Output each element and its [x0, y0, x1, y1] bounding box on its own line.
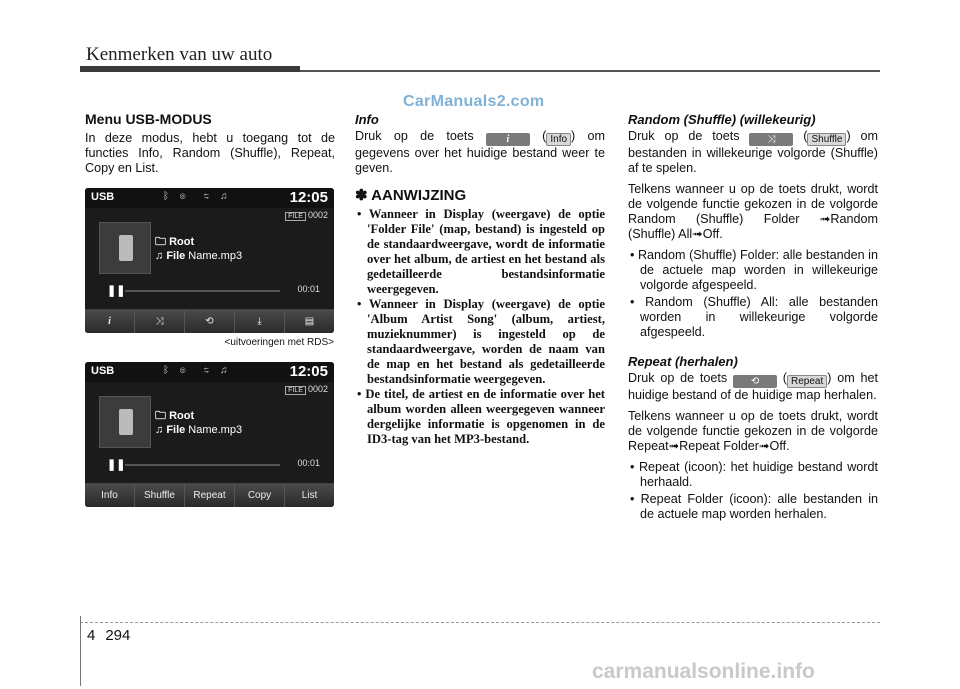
bluetooth-icon: ᛒ ◎ ⇆ ♫: [163, 191, 232, 202]
clock: 12:05: [289, 189, 328, 206]
file-name: ♫ File Name.mp3: [155, 424, 243, 436]
shuffle-key-icon: ⤨: [749, 133, 793, 146]
footer-vertical-rule: [80, 616, 81, 686]
info-paragraph: Druk op de toets i ( Info ) om gegevens over het huidige bestand weer te geven.: [355, 129, 605, 175]
info-button[interactable]: Info: [85, 484, 135, 507]
random-sequence-paragraph: Telkens wanneer u op de toets drukt, wordt de volgende functie gekozen in de volgorde Random (Shuffle) Folder ➟Random (Shuffle) All➟Off.: [628, 182, 878, 241]
column-2: [355, 112, 605, 447]
source-label: USB: [91, 191, 115, 203]
usb-screen-labels: [85, 362, 334, 507]
list-button[interactable]: List: [285, 484, 334, 507]
header-rule: [300, 70, 880, 72]
note-list: [355, 207, 605, 447]
note-item: • Wanneer in Display (weergave) de optie 'Folder File' (map, bestand) is ingesteld op de standaardweergave, wordt de informatie over het album, de artiest en het bestand als gedetailleerde bestandsinformatie weergegeven.: [357, 207, 605, 296]
repeat-heading: Repeat (herhalen): [628, 354, 738, 369]
progress-bar[interactable]: [125, 290, 280, 292]
list-item: • Random (Shuffle) All: alle bestanden worden in willekeurige volgorde afgespeeld.: [630, 295, 878, 339]
pause-icon[interactable]: ❚❚: [107, 285, 126, 297]
file-counter: FILE 0002: [285, 210, 328, 220]
folder-icon: 🗀: [155, 236, 170, 248]
repeat-button[interactable]: Repeat: [185, 484, 235, 507]
list-item: • Repeat Folder (icoon): alle bestanden in de actuele map worden herhalen.: [630, 492, 878, 521]
random-list: [628, 248, 878, 340]
note-title: ✽ AANWIJZING: [355, 187, 467, 204]
shuffle-button[interactable]: Shuffle: [135, 484, 185, 507]
header-bar: [80, 66, 300, 72]
repeat-key-icon: ⟲: [733, 375, 777, 388]
info-heading: Info: [355, 112, 379, 127]
note-item: • De titel, de artiest en de informatie over het album worden alleen weergegeven wanneer dergelijke informatie is opgenomen in de ID3-tag van het MP3-bestand.: [357, 387, 605, 446]
column-1: [85, 112, 335, 182]
note-item: • Wanneer in Display (weergave) de optie 'Album Artist Song' (album, artiest, muzieknummer) is ingesteld op de standaardweergave, worden de naam van de map en het bestand als gedetailleerde bestandsinformatie weergegeven.: [357, 297, 605, 386]
watermark-bottom[interactable]: carmanualsonline.info: [592, 660, 815, 683]
copy-button[interactable]: Copy: [235, 484, 285, 507]
status-bar: [85, 188, 334, 208]
pause-icon[interactable]: ❚❚: [107, 459, 126, 471]
shuffle-label-icon: Shuffle: [807, 133, 846, 146]
column-3: [628, 112, 878, 524]
soft-key-bar: [85, 309, 334, 333]
header-title: Kenmerken van uw auto: [86, 44, 273, 65]
footer-rule: [80, 622, 880, 623]
music-note-icon: ♫: [155, 424, 167, 436]
info-label-icon: Info: [546, 133, 571, 146]
file-counter: FILE 0002: [285, 384, 328, 394]
clock: 12:05: [289, 363, 328, 380]
info-key-icon: i: [486, 133, 530, 146]
music-note-icon: ♫: [155, 250, 167, 262]
elapsed-time: 00:01: [297, 458, 320, 468]
repeat-button[interactable]: ⟲: [185, 310, 235, 333]
repeat-paragraph: Druk op de toets ⟲ ( Repeat ) om het huidige bestand of de huidige map herhalen.: [628, 371, 878, 402]
shuffle-button[interactable]: ⤨: [135, 310, 185, 333]
progress-bar[interactable]: [125, 464, 280, 466]
list-item: • Repeat (icoon): het huidige bestand wordt herhaald.: [630, 460, 878, 489]
info-button[interactable]: i: [85, 310, 135, 333]
repeat-label-icon: Repeat: [787, 375, 827, 388]
soft-key-bar: [85, 483, 334, 507]
random-heading: Random (Shuffle) (willekeurig): [628, 112, 816, 127]
status-bar: [85, 362, 334, 382]
bluetooth-icon: ᛒ ◎ ⇆ ♫: [163, 365, 232, 376]
copy-button[interactable]: ⤓: [235, 310, 285, 333]
folder-name: 🗀 Root: [155, 236, 195, 248]
watermark-top[interactable]: CarManuals2.com: [403, 93, 545, 110]
repeat-sequence-paragraph: Telkens wanneer u op de toets drukt, wordt de volgende functie gekozen in de volgorde Repeat➟Repeat Folder➟Off.: [628, 409, 878, 453]
list-item: • Random (Shuffle) Folder: alle bestanden in de actuele map worden in willekeurige volgorde afgespeeld.: [630, 248, 878, 292]
intro-paragraph: In deze modus, hebt u toegang tot de functies Info, Random (Shuffle), Repeat, Copy en List.: [85, 131, 335, 175]
elapsed-time: 00:01: [297, 284, 320, 294]
usb-stick-icon: [99, 396, 151, 448]
section-heading-usb-mode: Menu USB-MODUS: [85, 111, 212, 127]
usb-screen-icons: [85, 188, 334, 333]
usb-stick-icon: [99, 222, 151, 274]
page-number: 4 294: [87, 627, 131, 644]
file-name: ♫ File Name.mp3: [155, 250, 243, 262]
repeat-list: [628, 460, 878, 522]
folder-name: 🗀 Root: [155, 410, 195, 422]
screen-caption: <uitvoeringen met RDS>: [224, 337, 334, 348]
list-button[interactable]: ▤: [285, 310, 334, 333]
folder-icon: 🗀: [155, 410, 170, 422]
random-paragraph: Druk op de toets ⤨ ( Shuffle ) om bestanden in willekeurige volgorde (Shuffle) af te spelen.: [628, 129, 879, 175]
source-label: USB: [91, 365, 115, 377]
